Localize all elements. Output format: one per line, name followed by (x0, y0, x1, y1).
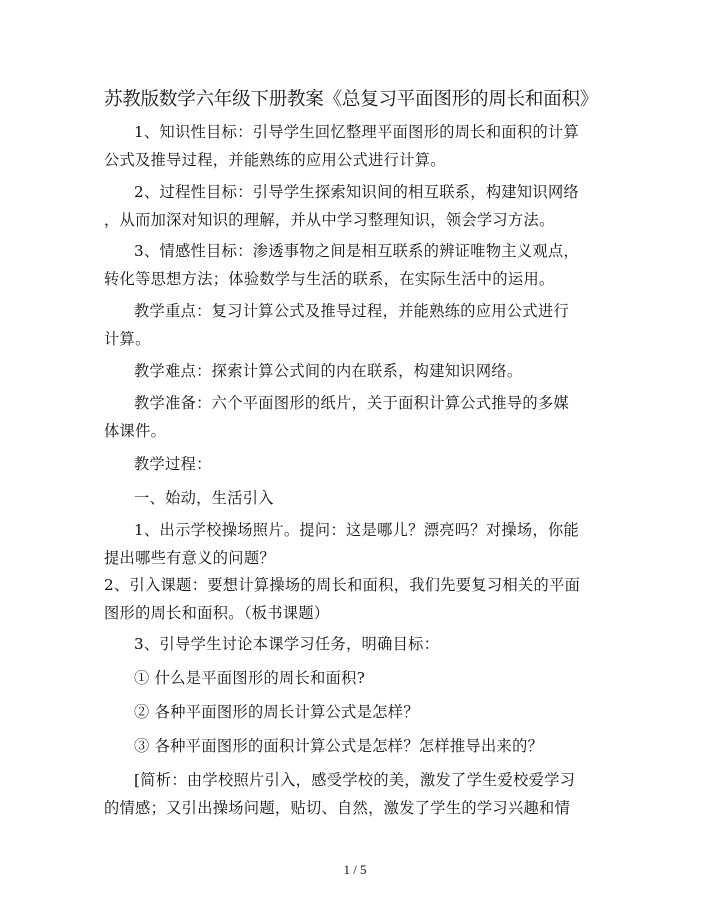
paragraph-teaching-preparation (104, 389, 604, 445)
paragraph-line: ，从而加深对知识的理解，并从中学习整理知识，领会学习方法。 (104, 211, 555, 229)
paragraph-line: 计算。 (104, 330, 151, 348)
paragraph-line: [简析：由学校照片引入，感受学校的美，激发了学生爱校爱学习 (134, 771, 576, 789)
paragraph-analysis (104, 766, 604, 822)
paragraph-line: 体课件。 (104, 422, 167, 440)
paragraph-step-3 (104, 630, 604, 658)
list-item-question-2 (104, 698, 604, 726)
paragraph-line: 教学过程： (134, 455, 212, 473)
page-number: 1 / 5 (343, 862, 367, 877)
paragraph-line: 3、引导学生讨论本课学习任务，明确目标： (134, 635, 440, 653)
paragraph-line: 图形的周长和面积。（板书课题） (104, 604, 330, 622)
paragraph-line: 2、引入课题：要想计算操场的周长和面积，我们先要复习相关的平面 (104, 576, 581, 594)
paragraph-line: 2、过程性目标：引导学生探索知识间的相互联系，构建知识网络 (134, 183, 580, 201)
paragraph-line: 的情感；又引出操场问题，贴切、自然，激发了学生的学习兴趣和情 (104, 799, 571, 817)
paragraph-line: 3、情感性目标：渗透事物之间是相互联系的辨证唯物主义观点， (134, 242, 580, 260)
paragraph-teaching-focus (104, 297, 604, 353)
paragraph-knowledge-goal (104, 118, 604, 174)
section-heading-intro (104, 484, 604, 512)
list-item-question-3 (104, 732, 604, 760)
paragraph-line: ① 什么是平面图形的周长和面积? (134, 669, 366, 687)
paragraph-line: 转化等思想方法；体验数学与生活的联系，在实际生活中的运用。 (104, 270, 555, 288)
paragraph-line: 公式及推导过程，并能熟练的应用公式进行计算。 (104, 151, 446, 169)
paragraph-process-goal (104, 178, 604, 234)
paragraph-line: 教学准备：六个平面图形的纸片，关于面积计算公式推导的多媒 (134, 394, 570, 412)
list-item-question-1 (104, 664, 604, 692)
paragraph-step-2 (104, 571, 604, 627)
paragraph-line: 1、知识性目标：引导学生回忆整理平面图形的周长和面积的计算 (134, 123, 580, 141)
paragraph-emotion-goal (104, 237, 604, 293)
paragraph-line: 教学重点：复习计算公式及推导过程，并能熟练的应用公式进行 (134, 302, 570, 320)
paragraph-line: ③ 各种平面图形的面积计算公式是怎样？怎样推导出来的？ (134, 737, 544, 755)
paragraph-step-1 (104, 516, 604, 572)
paragraph-teaching-difficulty (104, 357, 604, 385)
paragraph-teaching-process (104, 450, 604, 478)
paragraph-line: 教学难点：探索计算公式间的内在联系，构建知识网络。 (134, 362, 523, 380)
paragraph-line: ② 各种平面图形的周长计算公式是怎样？ (134, 703, 419, 721)
paragraph-line: 1、出示学校操场照片。提问：这是哪儿？漂亮吗？对操场，你能 (134, 521, 580, 539)
document-title: 苏教版数学六年级下册教案《总复习平面图形的周长和面积》 (104, 89, 599, 110)
paragraph-line: 提出哪些有意义的问题？ (104, 549, 275, 567)
paragraph-line: 一、始动，生活引入 (134, 489, 274, 507)
